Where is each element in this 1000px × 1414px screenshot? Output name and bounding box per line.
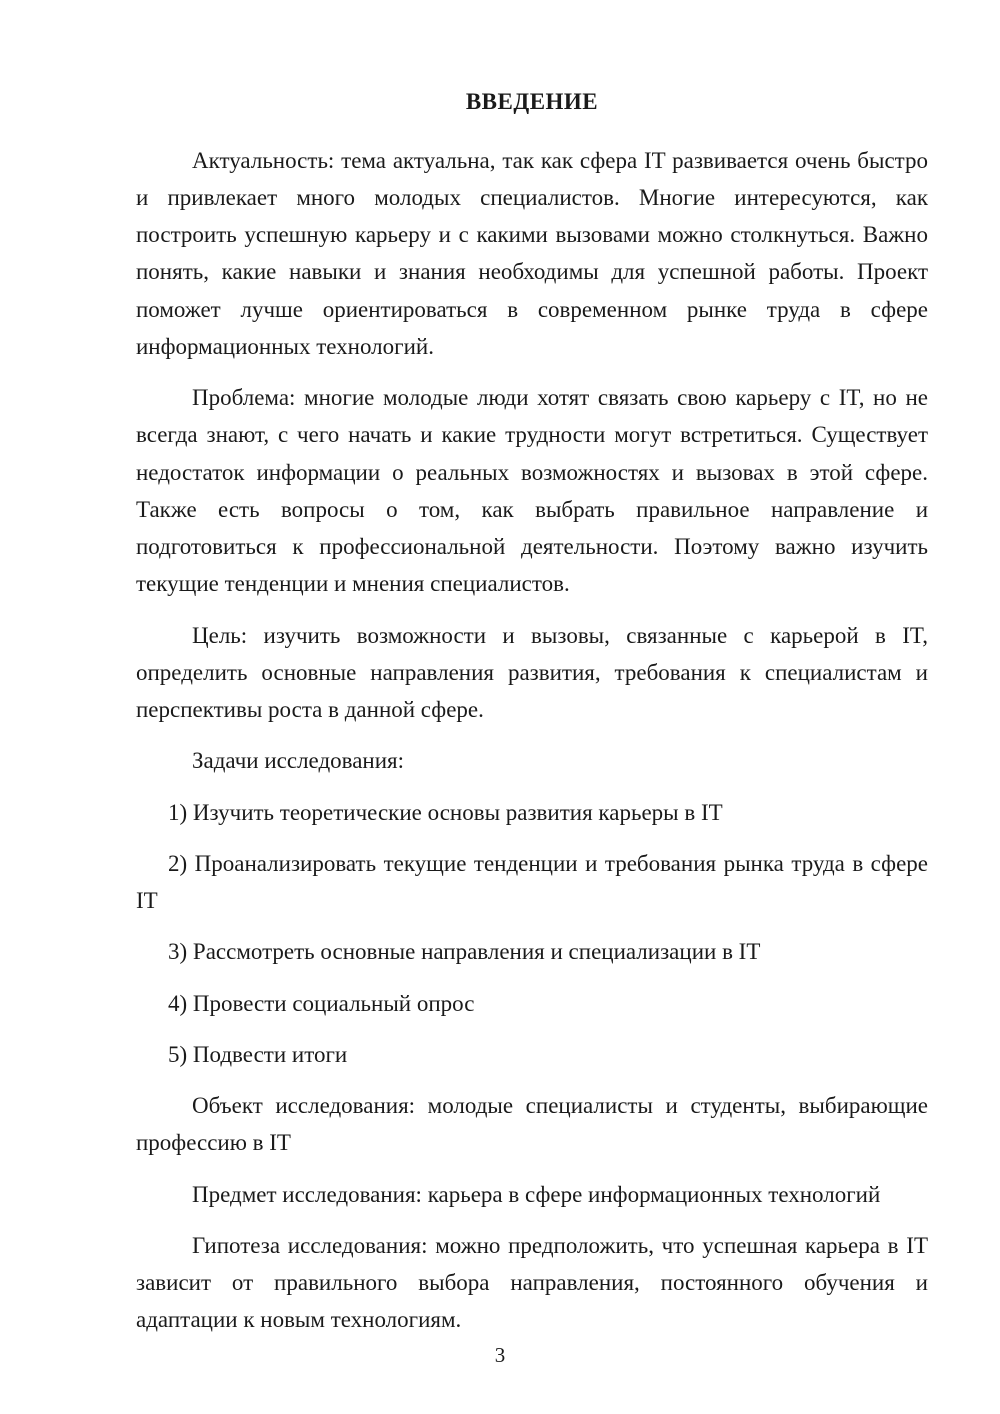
list-item: 5) Подвести итоги [168, 1041, 348, 1067]
paragraph-hypothesis: Гипотеза исследования: можно предположить, что успешная карьера в IT зависит от правильного выбора направления, постоянного обучения и адаптации к новым технологиям. [136, 1232, 928, 1333]
page-title: ВВЕДЕНИЕ [465, 89, 599, 114]
page-number: 3 [494, 1343, 506, 1367]
paragraph-goal: Цель: изучить возможности и вызовы, связанные с карьерой в IT, определить основные направления развития, требования к специалистам и перспективы роста в данной сфере. [136, 622, 928, 723]
paragraph-relevance: Актуальность: тема актуальна, так как сфера IT развивается очень быстро и привлекает много молодых специалистов. Многие интересуются, как построить успешную карьеру и с какими вызовами можно столкнуться. Важно понять, какие навыки и знания необходимы для успешной работы. Проект поможет лучше ориентироваться в современном рынке труда в сфере информационных технологий. [136, 147, 928, 359]
list-item: 3) Рассмотреть основные направления и специализации в IT [168, 939, 761, 965]
list-item: 4) Провести социальный опрос [168, 990, 475, 1016]
paragraph-subject: Предмет исследования: карьера в сфере информационных технологий [192, 1181, 881, 1207]
paragraph-object: Объект исследования: молодые специалисты и студенты, выбирающие профессию в IT [136, 1093, 928, 1156]
list-item: 1) Изучить теоретические основы развития карьеры в IT [168, 799, 723, 825]
tasks-heading: Задачи исследования: [192, 748, 405, 774]
paragraph-problem: Проблема: многие молодые люди хотят связать свою карьеру с IT, но не всегда знают, с чего начать и какие трудности могут встретиться. Существует недостаток информации о реальных возможностях и вызовах в этой сфере. Также есть вопросы о том, как выбрать правильное направление и подготовиться к профессиональной деятельности. Поэтому важно изучить текущие тенденции и мнения специалистов. [136, 385, 928, 597]
list-item: 2) Проанализировать текущие тенденции и требования рынка труда в сфере IT [136, 850, 928, 914]
